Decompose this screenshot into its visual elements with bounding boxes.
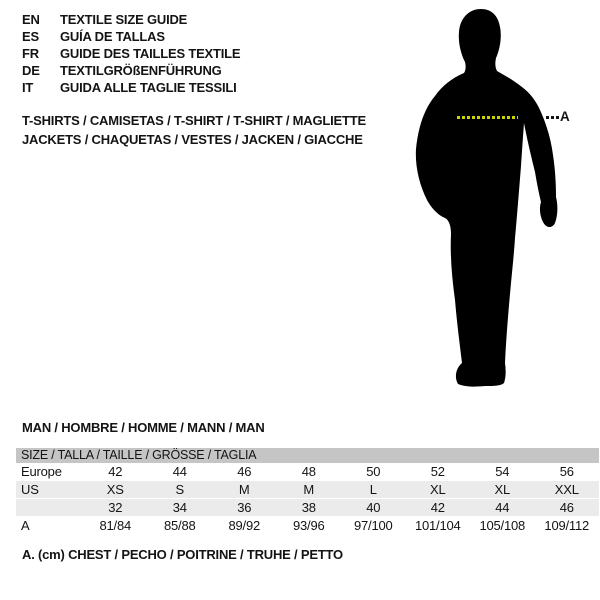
- row-label: Europe: [21, 464, 62, 479]
- size-cell: 85/88: [163, 518, 196, 533]
- language-list: [22, 11, 240, 96]
- size-cell: 93/96: [292, 518, 325, 533]
- size-cell: 40: [366, 500, 381, 515]
- size-table-wrap: [16, 448, 599, 535]
- row-label: A: [21, 518, 30, 533]
- size-cell: 101/104: [414, 518, 461, 533]
- language-row: [22, 45, 240, 62]
- table-row-europe: [16, 463, 599, 481]
- table-row-chest-a: [16, 517, 599, 535]
- chest-measure-dash-on-body: [457, 116, 518, 119]
- size-cell: 44: [495, 500, 510, 515]
- size-cell: M: [238, 482, 250, 497]
- language-row: [22, 28, 240, 45]
- language-title: GUIDE DES TAILLES TEXTILE: [60, 46, 241, 61]
- row-label: US: [21, 482, 39, 497]
- language-row: [22, 62, 240, 79]
- size-cell: 109/112: [544, 518, 590, 533]
- size-table-header: SIZE / TALLA / TAILLE / GRÖSSE / TAGLIA: [16, 448, 599, 463]
- size-cell: 48: [301, 464, 316, 479]
- size-cell: L: [369, 482, 377, 497]
- size-cell: 46: [559, 500, 574, 515]
- chest-measure-dash-pointer: [546, 116, 559, 119]
- size-cell: XL: [429, 482, 446, 497]
- measure-legend-chest: A. (cm) CHEST / PECHO / POITRINE / TRUHE / PETTO: [22, 547, 343, 562]
- size-cell: 105/108: [479, 518, 526, 533]
- size-cell: 81/84: [99, 518, 132, 533]
- size-cell: 32: [108, 500, 123, 515]
- size-cell: XXL: [554, 482, 579, 497]
- language-title: TEXTILE SIZE GUIDE: [60, 12, 188, 27]
- language-code: FR: [22, 46, 39, 61]
- measure-label-a: A: [560, 109, 570, 124]
- size-cell: M: [303, 482, 315, 497]
- size-cell: 36: [237, 500, 252, 515]
- size-table: [16, 463, 599, 535]
- size-cell: 54: [495, 464, 510, 479]
- table-row-intl: [16, 499, 599, 517]
- size-cell: 97/100: [353, 518, 393, 533]
- category-tshirts: T-SHIRTS / CAMISETAS / T-SHIRT / T-SHIRT / MAGLIETTE: [22, 113, 366, 128]
- size-cell: 52: [430, 464, 445, 479]
- table-row-us: [16, 481, 599, 499]
- language-title: GUÍA DE TALLAS: [60, 29, 165, 44]
- size-cell: 38: [301, 500, 316, 515]
- category-jackets: JACKETS / CHAQUETAS / VESTES / JACKEN / GIACCHE: [22, 132, 363, 147]
- size-cell: 56: [559, 464, 574, 479]
- man-silhouette-path: [416, 9, 558, 387]
- size-cell: 44: [172, 464, 187, 479]
- size-cell: S: [175, 482, 184, 497]
- size-cell: 42: [108, 464, 123, 479]
- language-code: ES: [22, 29, 39, 44]
- language-code: EN: [22, 12, 40, 27]
- language-row: [22, 79, 240, 96]
- size-cell: XS: [106, 482, 124, 497]
- language-title: GUIDA ALLE TAGLIE TESSILI: [60, 80, 237, 95]
- size-cell: XL: [494, 482, 510, 497]
- size-cell: 89/92: [228, 518, 261, 533]
- size-cell: 42: [430, 500, 445, 515]
- garment-categories: [22, 111, 366, 149]
- size-cell: 46: [237, 464, 252, 479]
- section-title-man: MAN / HOMBRE / HOMME / MANN / MAN: [22, 420, 265, 435]
- row-label: [16, 499, 83, 517]
- size-cell: 34: [172, 500, 187, 515]
- language-code: IT: [22, 80, 34, 95]
- size-cell: 50: [366, 464, 381, 479]
- language-code: DE: [22, 63, 40, 78]
- man-silhouette-figure: [405, 6, 575, 398]
- language-row: [22, 11, 240, 28]
- language-title: TEXTILGRÖßENFÜHRUNG: [60, 63, 222, 78]
